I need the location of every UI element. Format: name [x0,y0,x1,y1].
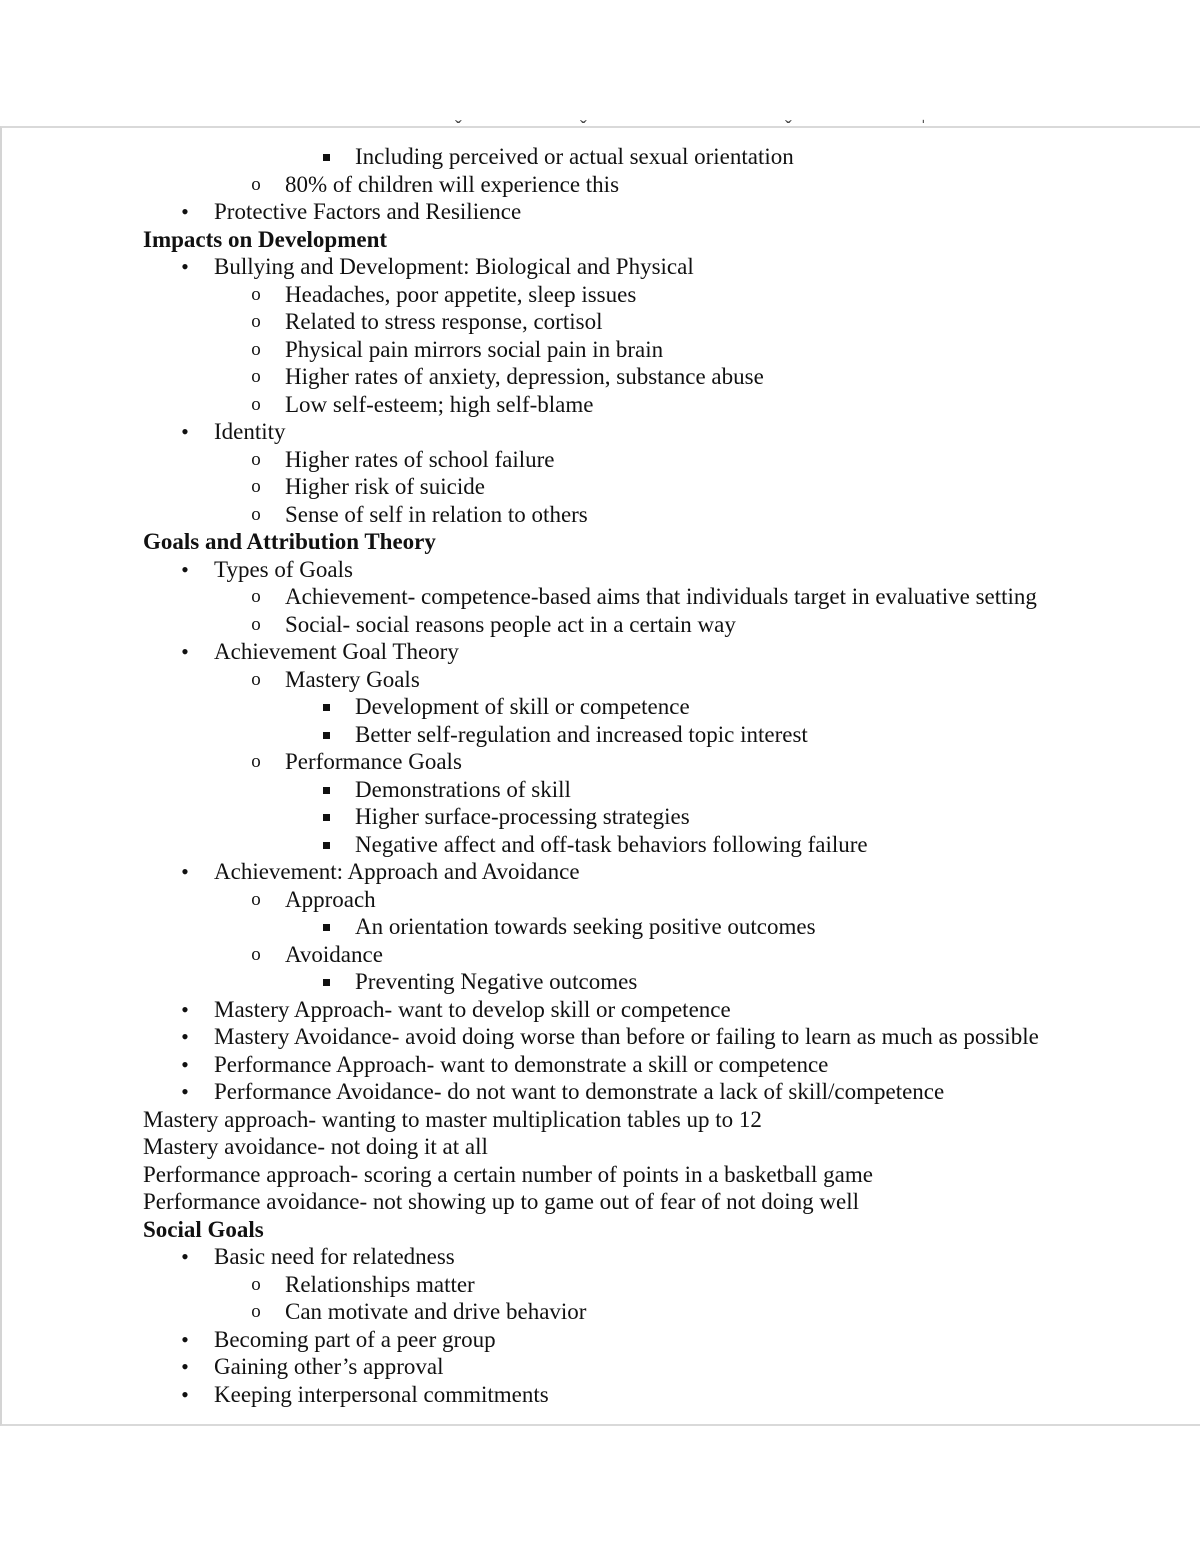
line-text: Higher surface-processing strategies [355,804,690,829]
line-text: Basic need for relatedness [214,1244,455,1269]
line-text: Impacts on Development [143,226,388,252]
bullet-disc-icon: • [181,1051,189,1077]
line-text: Protective Factors and Resilience [214,199,522,224]
line-text: Higher rates of anxiety, depression, substance abuse [285,364,764,389]
line-text: Low self-esteem; high self-blame [285,391,594,417]
bullet-disc-icon: • [181,1381,189,1407]
bullet-circle-icon: o [251,393,261,415]
bullet-disc-icon: • [181,199,189,224]
bullet-disc-icon: • [181,996,189,1022]
bullet-circle-icon: o [251,613,261,635]
bullet-circle-icon: o [251,1273,261,1295]
line-text: Mastery Goals [285,666,420,692]
line-text: Negative affect and off-task behaviors following failure [355,831,868,857]
bullet-disc-icon: • [181,1079,189,1104]
bullet-circle-icon: o [251,311,261,332]
bullet-circle-icon: o [251,751,261,772]
line-text: Preventing Negative outcomes [355,969,638,994]
line-text: Social Goals [143,1216,264,1242]
line-text: Performance approach- scoring a certain number of points in a basketball game [143,1161,873,1187]
line-text: Can motivate and drive behavior [285,1299,587,1324]
bullet-disc-icon: • [181,1024,189,1049]
line-text: Mastery Approach- want to develop skill or competence [214,996,731,1022]
line-text: Types of Goals [214,556,353,582]
bullet-circle-icon: o [251,503,261,525]
bullet-disc-icon: • [181,1244,189,1269]
bullet-circle-icon: o [251,366,261,387]
line-text: Approach [285,886,376,912]
line-text: Achievement: Approach and Avoidance [214,859,580,884]
bullet-circle-icon: o [251,1301,261,1322]
line-text: Higher rates of school failure [285,446,555,472]
line-text: Development of skill or competence [355,694,690,719]
line-text: Achievement Goal Theory [214,639,459,664]
line-text: Social- social reasons people act in a certain way [285,611,736,637]
bullet-disc-icon: • [181,1354,189,1379]
line-text: Including perceived or actual sexual orientation [355,144,794,169]
line-text: Achievement- competence-based aims that individuals target in evaluative setting [285,584,1037,609]
line-text: Better self-regulation and increased topic interest [355,721,808,747]
line-text: Mastery avoidance- not doing it at all [143,1134,488,1159]
bullet-circle-icon: o [251,476,261,497]
line-text: Relationships matter [285,1271,475,1297]
bullet-circle-icon: o [251,173,261,195]
line-text: Becoming part of a peer group [214,1326,496,1352]
line-text: Related to stress response, cortisol [285,309,603,334]
bullet-disc-icon: • [181,1326,189,1352]
bullet-disc-icon: • [181,556,189,582]
line-text: Goals and Attribution Theory [143,529,436,554]
line-text: Performance avoidance- not showing up to game out of fear of not doing well [143,1189,859,1214]
line-text: Headaches, poor appetite, sleep issues [285,281,637,307]
bullet-circle-icon: o [251,448,261,470]
line-text: Gaining other’s approval [214,1354,444,1379]
line-text: 80% of children will experience this [285,171,620,197]
line-text: Higher risk of suicide [285,474,485,499]
line-text: Performance Avoidance- do not want to demonstrate a lack of skill/competence [214,1079,945,1104]
line-text: Identity [214,419,286,444]
line-text: An orientation towards seeking positive outcomes [355,914,816,939]
line-text: Sense of self in relation to others [285,501,588,527]
line-text: Demonstrations of skill [355,776,571,802]
bullet-disc-icon: • [181,859,189,884]
bullet-circle-icon: o [251,943,261,965]
line-text: Mastery approach- wanting to master multiplication tables up to 12 [143,1106,762,1132]
line-text: Performance Approach- want to demonstrate a skill or competence [214,1051,829,1077]
bullet-circle-icon: o [251,283,261,305]
line-text: Performance Goals [285,749,462,774]
bullet-disc-icon: • [181,419,189,444]
line-text: Bullying and Development: Biological and Physical [214,254,694,279]
bullet-circle-icon: o [251,338,261,360]
bullet-disc-icon: • [181,639,189,664]
bullet-disc-icon: • [181,254,189,279]
line-text: Avoidance [285,941,383,967]
bullet-circle-icon: o [251,586,261,607]
line-text: Mastery Avoidance- avoid doing worse than before or failing to learn as much as possible [214,1024,1039,1049]
bullet-circle-icon: o [251,668,261,690]
line-text: Physical pain mirrors social pain in brain [285,336,664,362]
line-text: Keeping interpersonal commitments [214,1381,549,1407]
cut-off-previous-line: ˇ ˇ ˇ ˈ [455,117,927,139]
bullet-circle-icon: o [251,888,261,910]
